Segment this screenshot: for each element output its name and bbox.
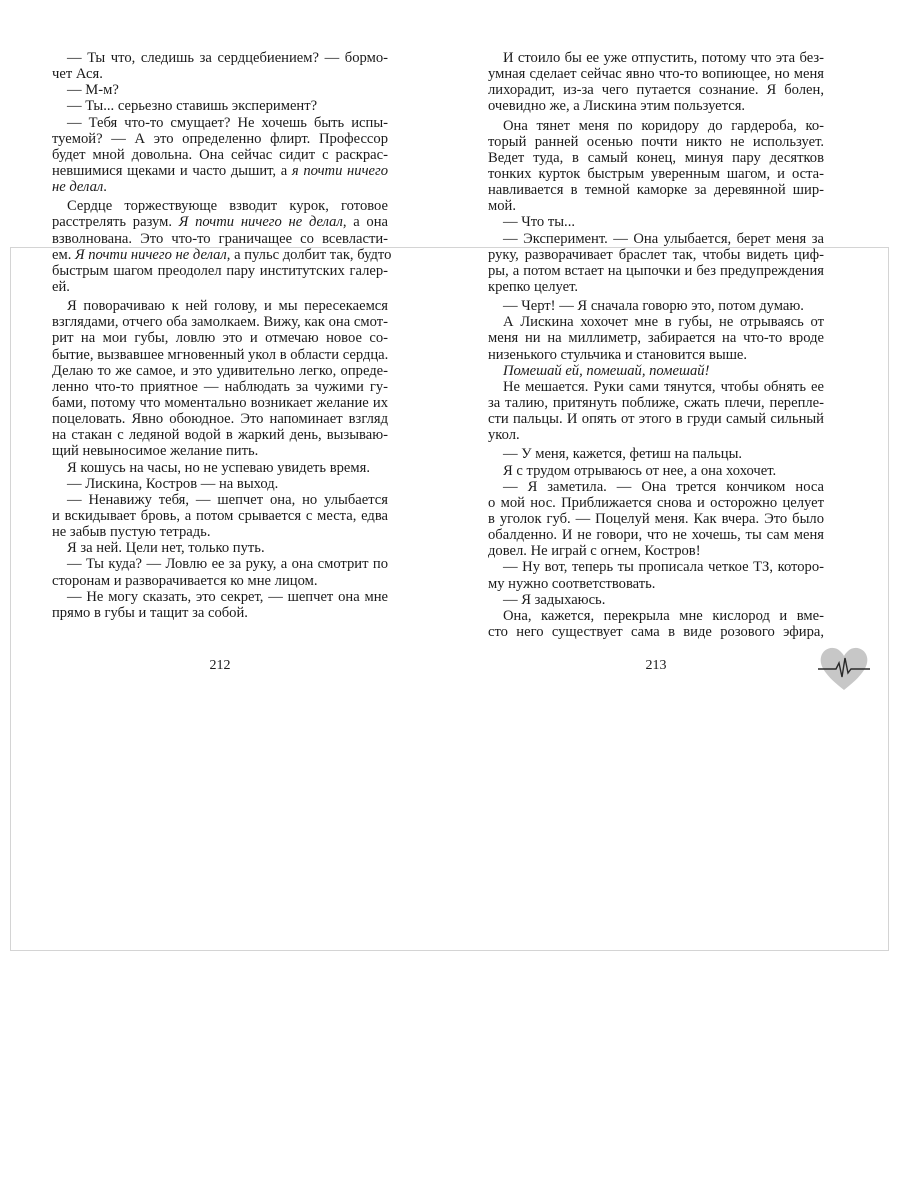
text-line: о мой нос. Приближается снова и осторожно целует	[488, 494, 824, 511]
text-line: умная сделает сейчас явно что-то вопиющее, но меня	[488, 66, 824, 83]
text-line: бами, потому что моментально возникает желание их	[52, 394, 388, 411]
text-line: в уголок губ. — Поцелуй меня. Как вчера. Это было	[488, 510, 824, 527]
text-line: мой.	[488, 198, 516, 215]
text-line: Помешай ей, помешай, помешай!	[503, 362, 710, 379]
text-line: — Ненавижу тебя, — шепчет она, но улыбается	[67, 491, 388, 508]
text-line: руку, разворачивает браслет так, чтобы видеть циф-	[488, 246, 824, 263]
text-line: навливается в темной каморке за деревянной шир-	[488, 182, 824, 199]
text-line: за талию, притянуть поближе, сжать плечи, перепле-	[488, 394, 824, 411]
heartbeat-heart-icon	[818, 644, 870, 692]
text-line: ей.	[52, 278, 70, 295]
text-line: Сердце торжествующе взводит курок, готовое	[67, 198, 388, 215]
text-line: будет мной довольна. Она сейчас сидит с раскрас-	[52, 146, 388, 163]
text-line: — Черт! — Я сначала говорю это, потом думаю.	[503, 298, 804, 315]
text-line: невшимися щеками и часто дышит, а я почти ничего	[52, 162, 389, 179]
text-line: — Ты что, следишь за сердцебиением? — бормо-	[67, 50, 388, 66]
left-page-number: 212	[209, 658, 231, 673]
text-line: — Ну вот, теперь ты прописала четкое ТЗ, которо-	[503, 559, 824, 576]
text-line: Я кошусь на часы, но не успеваю увидеть время.	[67, 459, 370, 476]
text-line: Я за ней. Цели нет, только путь.	[67, 540, 265, 557]
text-line: сторонам и разворачивается ко мне лицом.	[52, 572, 318, 589]
text-line: торый ранней осенью почти никто не использует.	[488, 133, 824, 150]
text-line: Я с трудом отрываюсь от нее, а она хохочет.	[503, 462, 777, 479]
text-line: лихорадит, из-за чего путается сознание. Я болен,	[488, 82, 824, 99]
text-line: туемой? — А это определенно флирт. Профессор	[52, 130, 388, 147]
text-line: довел. Не играй с огнем, Костров!	[488, 543, 701, 560]
text-line: ры, а потом встает на цыпочки и без предупреждения	[488, 262, 824, 279]
text-line: Ведет туда, в самый конец, минуя пару десятков	[488, 149, 824, 166]
text-line: — Что ты...	[503, 214, 575, 231]
text-line: расстрелять разум. Я почти ничего не делал, а она	[52, 214, 389, 231]
text-line: сти пальцы. И опять от этого в груди самый сильный	[488, 411, 824, 428]
text-line: му нужно соответствовать.	[488, 575, 656, 592]
text-line: быстрым шагом преодолел пару институтских галер-	[52, 262, 388, 279]
text-line: А Лискина хохочет мне в губы, не отрываясь от	[503, 314, 824, 331]
text-line: — Ты... серьезно ставишь эксперимент?	[67, 98, 318, 115]
text-line: низенького стульчика и становится выше.	[488, 346, 748, 363]
text-line: — Не могу сказать, это секрет, — шепчет она мне	[67, 588, 388, 605]
text-line: бытие, вызвавшее мгновенный укол в области сердца.	[52, 346, 389, 363]
text-line: взволнована. Это что-то граничащее со всевласти-	[52, 230, 388, 247]
text-line: очевидно же, а Лискина этим пользуется.	[488, 98, 746, 115]
text-line: И стоило бы ее уже отпустить, потому что эта без-	[503, 50, 824, 66]
text-line: рит на мои губы, ловлю это и отмечаю новое со-	[52, 330, 388, 347]
text-line: — М-м?	[67, 82, 119, 99]
text-line: щий невыносимое желание пить.	[52, 443, 259, 460]
text-line: — Ты куда? — Ловлю ее за руку, а она смотрит по	[67, 556, 388, 573]
text-line: — Тебя что-то смущает? Не хочешь быть испы-	[67, 114, 388, 131]
text-line: крепко целует.	[488, 278, 579, 295]
text-line: — Эксперимент. — Она улыбается, берет меня за	[503, 230, 824, 247]
right-page-number: 213	[645, 658, 667, 673]
text-line: — Я задыхаюсь.	[503, 591, 606, 608]
text-line: Она, кажется, перекрыла мне кислород и вме-	[503, 607, 824, 624]
text-line: укол.	[488, 427, 520, 444]
text-line: Делаю то же самое, и это удивительно легко, опреде-	[52, 362, 388, 379]
text-line: взглядами, отчего оба замолкаем. Вижу, как она смот-	[52, 314, 388, 331]
text-line: не делал.	[52, 179, 107, 196]
text-line: тонких курток быстрым уверенным шагом, и оста-	[488, 165, 824, 182]
text-line: чет Ася.	[52, 66, 103, 83]
text-line: не забыв пустую тетрадь.	[52, 524, 211, 541]
text-line: ленно что-то приятное — наблюдать за чужими гу-	[52, 378, 388, 395]
text-line: и вскидывает бровь, а потом срывается с места, едва	[52, 507, 388, 524]
text-line: поцеловать. Явно обоюдное. Это напоминает взгляд	[52, 411, 388, 428]
text-line: Не мешается. Руки сами тянутся, чтобы обнять ее	[503, 378, 824, 395]
text-line: ем. Я почти ничего не делал, а пульс долбит так, будто	[52, 246, 392, 263]
text-line: сто него существует сама в виде розового эфира,	[488, 623, 824, 640]
text-line: Я поворачиваю к ней голову, и мы пересекаемся	[67, 298, 388, 315]
text-line: — У меня, кажется, фетиш на пальцы.	[503, 446, 743, 463]
text-line: прямо в губы и тащит за собой.	[52, 604, 248, 621]
text-line: — Я заметила. — Она трется кончиком носа	[503, 478, 824, 495]
right-page-text	[488, 50, 824, 640]
text-line: обалденно. И не говори, что не хочешь, ты сам меня	[488, 527, 824, 544]
text-line: — Лискина, Костров — на выход.	[67, 475, 279, 492]
text-line: на стакан с ледяной водой в жаркий день, вызываю-	[52, 427, 388, 444]
text-line: меня ни на миллиметр, забирается на что-то вроде	[488, 330, 824, 347]
text-line: Она тянет меня по коридору до гардероба, ко-	[503, 117, 824, 134]
left-page-text	[52, 50, 392, 621]
